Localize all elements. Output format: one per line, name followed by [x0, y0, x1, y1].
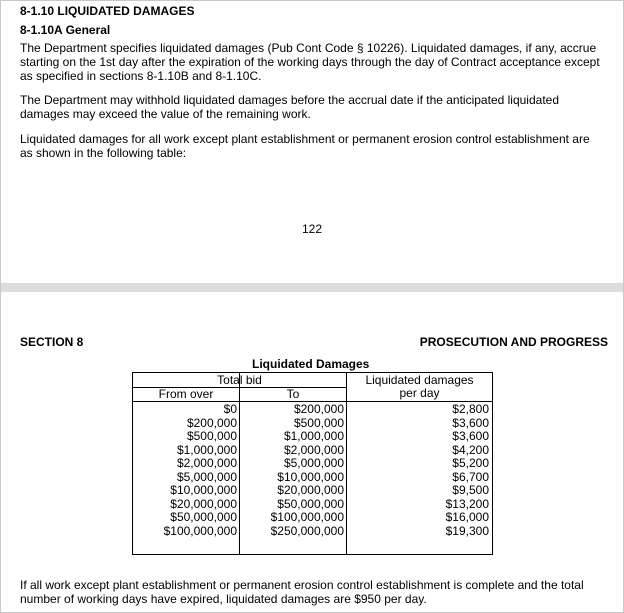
table-cell-from: $10,000,000 — [170, 483, 237, 497]
page-number: 122 — [301, 222, 323, 236]
paragraph-1: The Department specifies liquidated damages (Pub Cont Code § 10226). Liquidated damages, if any, accrue starting on the 1st day after the expiration of the working days through the day of Contract acceptance except as specified in sections 8-1.10B and 8-1.10C. — [20, 41, 600, 83]
table-cell-to: $200,000 — [293, 402, 344, 416]
table-title: Liquidated Damages — [252, 357, 370, 371]
header-from-over: From over — [158, 387, 214, 401]
table-cell-to: $10,000,000 — [277, 469, 344, 484]
table-cell-to: $250,000,000 — [270, 523, 344, 538]
table-cell-damages: $16,000 — [445, 510, 489, 524]
table-cell-from: $1,000,000 — [176, 442, 237, 457]
table-cell-from: $0 — [223, 402, 237, 416]
table-cell-damages: $5,200 — [452, 456, 489, 470]
table-cell-to: $100,000,000 — [270, 510, 344, 524]
table-cell-from: $100,000,000 — [163, 523, 237, 538]
table-cell-damages: $9,500 — [452, 483, 489, 497]
table-cell-damages: $19,300 — [445, 523, 489, 538]
table-cell-from: $200,000 — [186, 415, 237, 430]
footer-paragraph: If all work except plant establishment or permanent erosion control establishment is complete and the total number of working days have expired, liquidated damages are $950 per day. — [20, 578, 584, 606]
table-cell-to: $50,000,000 — [277, 496, 344, 511]
table-cell-from: $500,000 — [186, 429, 237, 443]
table-cell-to: $20,000,000 — [277, 483, 344, 497]
header-total-bid: Total bid — [217, 373, 262, 387]
running-header-left: SECTION 8 — [20, 335, 84, 349]
table-cell-damages: $3,600 — [452, 415, 489, 430]
header-to: To — [286, 387, 300, 401]
table-cell-from: $20,000,000 — [170, 496, 237, 511]
table-cell-from: $5,000,000 — [176, 469, 237, 484]
table-cell-damages: $6,700 — [452, 469, 489, 484]
table-cell-damages: $3,600 — [452, 429, 489, 443]
table-cell-to: $2,000,000 — [283, 442, 344, 457]
table-cell-damages: $4,200 — [452, 442, 489, 457]
table-cell-damages: $13,200 — [445, 496, 489, 511]
table-cell-from: $50,000,000 — [170, 510, 237, 524]
running-header-right: PROSECUTION AND PROGRESS — [419, 335, 608, 349]
paragraph-2: The Department may withhold liquidated damages before the accrual date if the anticipated liquidated damages may exceed the value of the remaining work. — [20, 93, 559, 121]
header-damages-line2: per day — [399, 386, 440, 400]
table-cell-to: $5,000,000 — [283, 456, 344, 470]
table-cell-from: $2,000,000 — [176, 456, 237, 470]
table-cell-damages: $2,800 — [452, 402, 489, 416]
section-heading: 8-1.10 LIQUIDATED DAMAGES — [20, 4, 195, 18]
table-cell-to: $1,000,000 — [283, 429, 344, 443]
table-cell-to: $500,000 — [293, 415, 344, 430]
paragraph-3: Liquidated damages for all work except plant establishment or permanent erosion control establishment are as shown in the following table: — [20, 132, 590, 160]
subsection-heading: 8-1.10A General — [20, 23, 111, 37]
header-damages-line1: Liquidated damages — [365, 373, 474, 387]
